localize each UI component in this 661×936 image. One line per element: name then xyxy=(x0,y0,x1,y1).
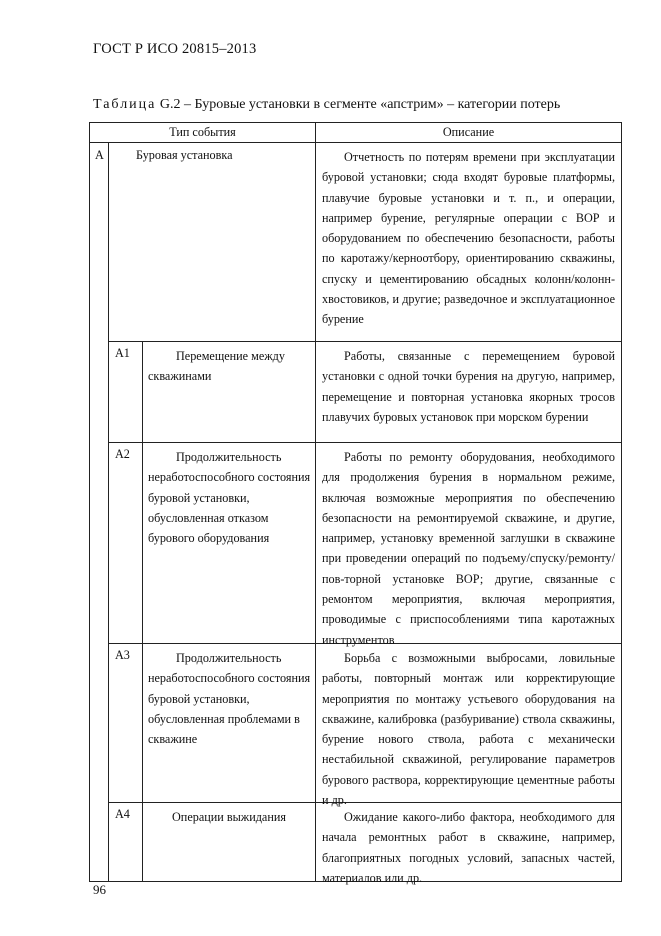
table-row-a3 xyxy=(90,644,622,803)
row-code: А1 xyxy=(115,346,130,360)
group-name-cell xyxy=(109,143,316,342)
row-event-name: Перемещение между скважинами xyxy=(148,349,285,384)
row-code: А4 xyxy=(115,807,130,821)
row-description: Борьба с возможными выбросами, ловильные работы, повторный монтаж или корректирующие мероприятия по монтажу устьевого оборудования на скважине, калибровка (разбуривание) ствола скважины, бурение нового ствола, работа с механически нестабильной скважиной, регулирование параметров бурового раствора, корректирующие цементные работы и др. xyxy=(322,651,615,808)
row-description: Ожидание какого-либо фактора, необходимого для начала ремонтных работ в скважине, например, благоприятных погодных условий, запасных частей, материалов или др. xyxy=(322,810,615,885)
drilling-rig-loss-table xyxy=(89,122,622,885)
group-letter: А xyxy=(95,148,104,162)
col-header-description: Описание xyxy=(316,123,622,143)
row-event-name: Операции выжидания xyxy=(172,810,286,824)
caption-table-word: Таблица xyxy=(93,97,157,112)
table-row-a1 xyxy=(90,342,622,443)
group-letter-cell xyxy=(90,143,109,882)
caption-title: – Буровые установки в сегменте «апстрим» – категории потерь xyxy=(184,97,561,112)
row-event-name: Продолжительность неработоспособного состояния буровой установки, обусловленная отказом бурового оборудования xyxy=(148,450,311,546)
group-desc-cell xyxy=(316,143,622,342)
standard-header: ГОСТ Р ИСО 20815–2013 xyxy=(93,41,257,57)
row-code: А2 xyxy=(115,447,130,461)
table-row-group-a xyxy=(90,143,622,342)
row-description: Работы по ремонту оборудования, необходимого для продолжения бурения в нормальном режиме, включая возможные мероприятия по обеспечению безопасности на ремонтируемой скважине, и другие, например, установку временной заглушки в скважине при проведении операций по подъему/спуску/ремонту/пов-торной установке ВОР; другие, связанные с ремонтом мероприятия, включая мероприятия, проводимые с приспособлениями типа каротажных инструментов xyxy=(322,450,615,647)
row-code: А3 xyxy=(115,648,130,662)
group-description: Отчетность по потерям времени при эксплуатации буровой установки; сюда входят буровые платформы, плавучие буровые установки и т. п., и операции, например бурение, регулярные операции с ВОР и оборудованием по обеспечению безопасности, работы по каротажу/керноотбору, ориентированию скважины, спуску и цементированию обсадных колонн/колонн-хвостовиков, и другие; разведочное и эксплуатационное бурение xyxy=(322,150,615,327)
row-event-name: Продолжительность неработоспособного состояния буровой установки, обусловленная проблемами в скважине xyxy=(148,651,311,747)
caption-table-id: G.2 xyxy=(159,97,181,112)
row-description: Работы, связанные с перемещением буровой установки с одной точки бурения на другую, например, перемещение и повторная установка якорных тросов плавучих буровых установок при морском бурении xyxy=(322,349,615,424)
table-row-a2 xyxy=(90,443,622,644)
group-name: Буровая установка xyxy=(136,148,233,162)
table-header-row xyxy=(90,123,622,143)
page-number: 96 xyxy=(93,882,106,897)
table-caption xyxy=(93,97,560,113)
col-header-event-type: Тип события xyxy=(90,123,316,143)
table-row-a4 xyxy=(90,803,622,882)
